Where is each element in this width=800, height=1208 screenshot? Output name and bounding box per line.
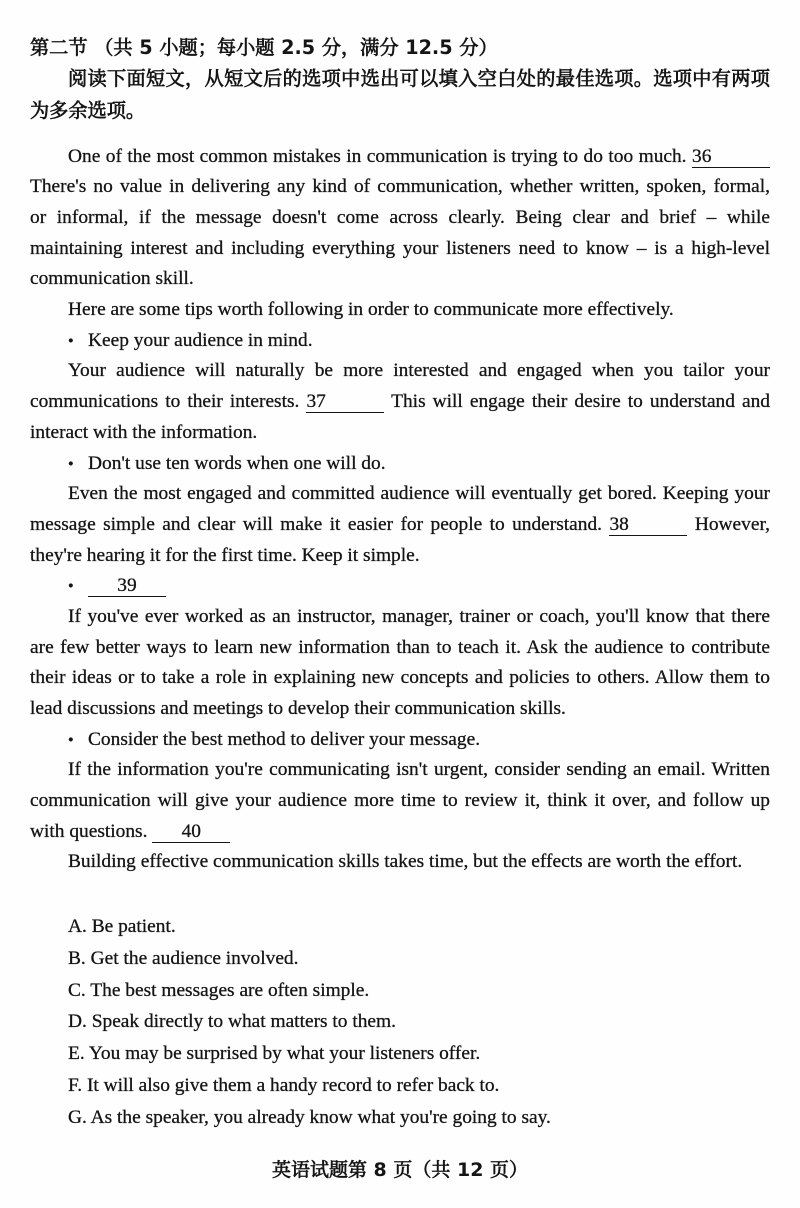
p5-line-1: If you've ever worked as an instructor, manager, trainer or coach, you'll know that there bbox=[68, 605, 770, 627]
blank-38: 38 bbox=[609, 515, 687, 536]
p6-line-3-text: with questions. bbox=[30, 820, 148, 842]
tip-2 bbox=[30, 449, 770, 480]
section-heading: 第二节 （共 5 小题；每小题 2.5 分，满分 12.5 分） bbox=[30, 35, 498, 59]
p4-line-2-text-a: message simple and clear will make it easier for people to understand. bbox=[30, 513, 603, 535]
blank-36: 36 bbox=[692, 147, 770, 168]
option-text: The best messages are often simple. bbox=[90, 979, 370, 1001]
p3-line-2-text-b: This will engage their desire to understand and bbox=[391, 391, 770, 413]
option-g bbox=[30, 1102, 770, 1134]
option-d bbox=[30, 1006, 770, 1038]
p1-line-2: There's no value in delivering any kind of communication, whether written, spoken, formal, bbox=[30, 176, 770, 198]
p6-line-2: communication will give your audience more time to review it, think it over, and follow up bbox=[30, 790, 770, 812]
tip-2-text: Don't use ten words when one will do. bbox=[88, 452, 386, 474]
p1-line-5: communication skill. bbox=[30, 268, 194, 290]
bullet-icon: • bbox=[68, 731, 74, 749]
page-footer: 英语试题第 8 页（共 12 页） bbox=[271, 1159, 529, 1181]
p4-line-1: Even the most engaged and committed audience will eventually get bored. Keeping your bbox=[68, 483, 770, 505]
p4-line-2 bbox=[30, 510, 770, 541]
option-letter: D. bbox=[68, 1011, 87, 1033]
p2-line-1: Here are some tips worth following in order to communicate more effectively. bbox=[68, 299, 674, 321]
p6-line-1: If the information you're communicating isn't urgent, consider sending an email. Written bbox=[68, 759, 770, 781]
bullet-icon: • bbox=[68, 332, 74, 350]
p5-line-3: their ideas or to take a role in explaining new concepts and policies to others. Allow them to bbox=[30, 667, 770, 689]
option-a bbox=[30, 911, 770, 943]
p1-line-1-text: One of the most common mistakes in communication is trying to do too much. bbox=[68, 145, 687, 167]
option-letter: G. bbox=[68, 1106, 87, 1128]
p1-line-4: maintaining interest and including everything your listeners need to know – is a high-level bbox=[30, 237, 770, 259]
options-list bbox=[30, 911, 770, 1134]
option-f bbox=[30, 1070, 770, 1102]
option-letter: E. bbox=[68, 1043, 85, 1065]
instructions-line-1: 阅读下面短文，从短文后的选项中选出可以填入空白处的最佳选项。选项中有两项 bbox=[68, 67, 770, 90]
p4-line-3: they're hearing it for the first time. Keep it simple. bbox=[30, 544, 420, 566]
bullet-icon: • bbox=[68, 455, 74, 473]
option-text: As the speaker, you already know what you're going to say. bbox=[90, 1106, 551, 1128]
p3-line-1: Your audience will naturally be more interested and engaged when you tailor your bbox=[68, 360, 770, 382]
tip-1-text: Keep your audience in mind. bbox=[88, 329, 313, 351]
option-letter: A. bbox=[68, 916, 87, 938]
tip-4-text: Consider the best method to deliver your message. bbox=[88, 728, 481, 750]
instructions-line-2: 为多余选项。 bbox=[30, 98, 146, 122]
p3-line-2-text-a: communications to their interests. bbox=[30, 391, 300, 413]
blank-39: 39 bbox=[88, 576, 166, 597]
tip-4 bbox=[30, 725, 770, 756]
section-header bbox=[30, 32, 770, 127]
option-text: It will also give them a handy record to refer back to. bbox=[86, 1075, 500, 1097]
p5-line-4: lead discussions and meetings to develop their communication skills. bbox=[30, 698, 566, 720]
p1-line-3: or informal, if the message doesn't come across clearly. Being clear and brief – while bbox=[30, 207, 770, 229]
p5-line-2: are few better ways to learn new information than to teach it. Ask the audience to contribute bbox=[30, 636, 770, 658]
option-text: You may be surprised by what your listeners offer. bbox=[88, 1043, 481, 1065]
option-letter: C. bbox=[68, 979, 86, 1001]
tip-1 bbox=[30, 326, 770, 357]
tip-3 bbox=[30, 571, 770, 602]
option-text: Get the audience involved. bbox=[90, 947, 299, 969]
option-letter: B. bbox=[68, 947, 86, 969]
blank-40: 40 bbox=[152, 822, 230, 843]
p3-line-3: interact with the information. bbox=[30, 421, 258, 443]
option-letter: F. bbox=[68, 1075, 83, 1097]
option-c bbox=[30, 975, 770, 1007]
option-e bbox=[30, 1038, 770, 1070]
p1-line-1 bbox=[30, 142, 770, 173]
blank-37: 37 bbox=[306, 392, 384, 413]
p3-line-2 bbox=[30, 387, 770, 418]
option-text: Be patient. bbox=[91, 916, 176, 938]
bullet-icon: • bbox=[68, 578, 74, 596]
p4-line-2-text-b: However, bbox=[694, 513, 770, 535]
option-text: Speak directly to what matters to them. bbox=[91, 1011, 396, 1033]
passage bbox=[30, 142, 770, 879]
p6-line-3 bbox=[30, 817, 770, 848]
p7-line-1: Building effective communication skills takes time, but the effects are worth the effort. bbox=[68, 851, 743, 873]
option-b bbox=[30, 943, 770, 975]
